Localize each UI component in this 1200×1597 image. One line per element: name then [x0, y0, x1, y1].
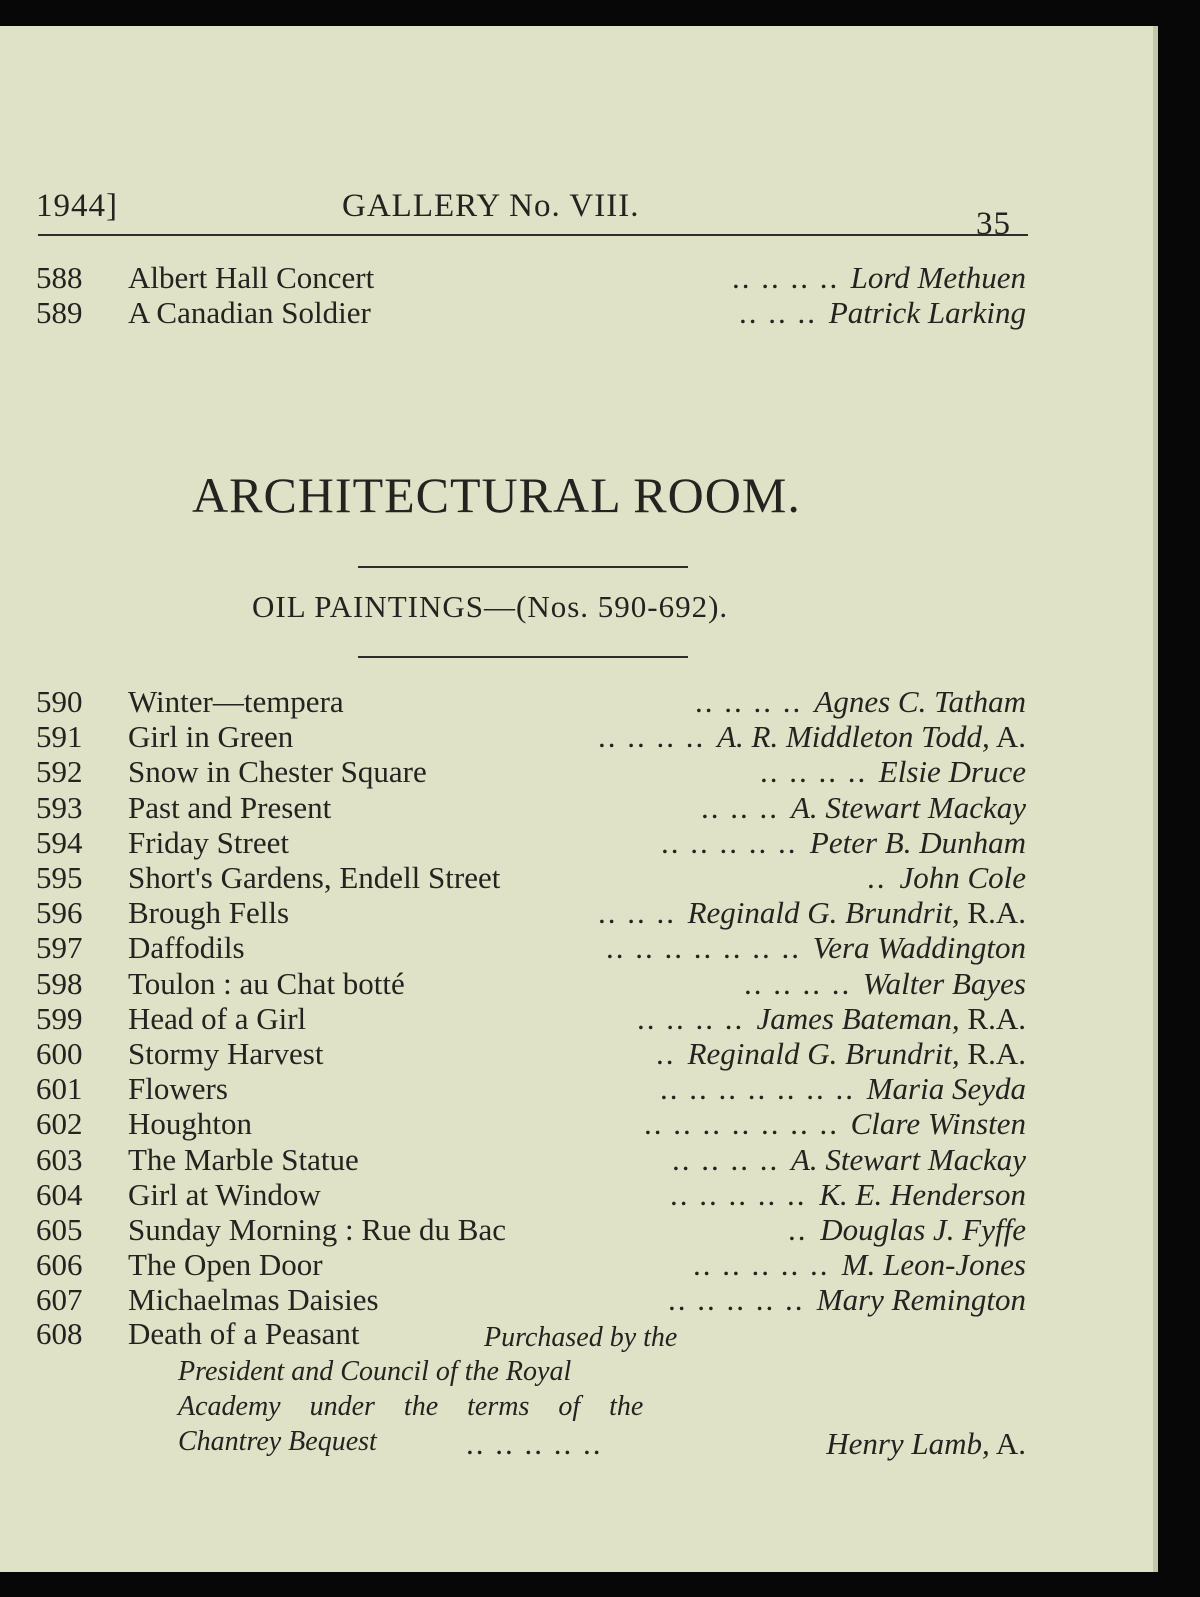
entry-598 [36, 966, 1026, 1002]
purchase-note-line: Academy under the terms of the [178, 1391, 644, 1422]
entry-number: 590 [36, 684, 83, 719]
entry-title: Past and Present [128, 789, 332, 825]
entry-title: Friday Street [128, 824, 289, 860]
entry-591 [36, 719, 1026, 755]
entry-artist: M. Leon-Jones [841, 1247, 1026, 1283]
leader-dots: .. .. .. .. .. [668, 1282, 805, 1318]
entry-number: 598 [36, 965, 83, 1001]
entry-title: Albert Hall Concert [128, 260, 375, 295]
entry-602 [36, 1106, 1026, 1142]
header-gallery: GALLERY No. VIII. [342, 188, 640, 224]
entry-artist: Agnes C. Tatham [814, 684, 1026, 719]
entry-artist: Reginald G. Brundrit, R.A. [687, 895, 1026, 931]
entry-605 [36, 1212, 1026, 1248]
entry-number: 599 [36, 1000, 83, 1036]
leader-dots: .. .. .. [739, 295, 817, 330]
leader-dots: .. .. .. .. .. [670, 1176, 807, 1212]
entry-number: 606 [36, 1247, 83, 1283]
entry-596 [36, 895, 1026, 931]
leader-dots: .. .. .. [701, 789, 779, 825]
entry-artist: Patrick Larking [828, 295, 1026, 330]
entry-title: The Open Door [128, 1247, 323, 1283]
entry-title: Girl in Green [128, 719, 294, 755]
purchase-note-line: Purchased by the [484, 1322, 678, 1353]
entry-589 [36, 295, 1026, 331]
leader-dots: .. [656, 1036, 676, 1071]
entry-number: 607 [36, 1282, 83, 1318]
entry-artist: Peter B. Dunham [809, 824, 1026, 860]
entry-595 [36, 860, 1026, 896]
entry-number: 594 [36, 824, 83, 860]
entry-606 [36, 1247, 1026, 1283]
entry-number: 595 [36, 860, 83, 895]
leader-dots: .. .. .. .. [760, 754, 868, 790]
entry-artist: Clare Winsten [850, 1106, 1026, 1142]
entry-number: 602 [36, 1106, 83, 1142]
purchase-note-line: Chantrey Bequest [178, 1426, 377, 1457]
entry-title: Sunday Morning : Rue du Bac [128, 1212, 506, 1247]
leader-dots: .. .. .. .. [637, 1000, 745, 1036]
entry-artist: Mary Remington [816, 1282, 1026, 1318]
entry-title: Winter—tempera [128, 684, 344, 719]
entry-number: 589 [36, 295, 83, 330]
entry-title: Death of a Peasant [128, 1316, 360, 1351]
entry-artist: A. Stewart Mackay [790, 1141, 1026, 1177]
leader-dots: .. .. .. .. .. [693, 1247, 830, 1283]
entry-title: Stormy Harvest [128, 1036, 324, 1071]
entry-title: Girl at Window [128, 1176, 321, 1212]
entry-592 [36, 754, 1026, 790]
entry-title: A Canadian Soldier [128, 295, 371, 330]
entry-title: Brough Fells [128, 895, 290, 931]
entry-title: Daffodils [128, 930, 245, 966]
entry-artist: Douglas J. Fyffe [820, 1212, 1026, 1247]
entry-608-attribution [36, 1426, 1026, 1462]
purchase-note-line: President and Council of the Royal [178, 1356, 572, 1387]
divider-rule [358, 566, 688, 568]
entry-artist: Walter Bayes [862, 965, 1026, 1001]
leader-dots: .. .. .. .. [672, 1141, 780, 1177]
leader-dots: .. [867, 860, 887, 895]
entry-number: 593 [36, 789, 83, 825]
entry-title: Houghton [128, 1106, 252, 1142]
entry-artist: A. Stewart Mackay [790, 789, 1026, 825]
leader-dots: .. .. .. .. .. [661, 824, 798, 860]
leader-dots: .. .. .. .. .. .. .. [644, 1106, 839, 1142]
entry-title: Flowers [128, 1071, 228, 1107]
leader-dots: .. .. .. .. .. .. .. [606, 930, 801, 966]
entry-number: 592 [36, 754, 83, 790]
entry-artist: James Bateman, R.A. [756, 1000, 1026, 1036]
leader-dots: .. .. .. .. .. [466, 1426, 603, 1461]
entry-607 [36, 1282, 1026, 1318]
entry-600 [36, 1036, 1026, 1072]
entry-title: Head of a Girl [128, 1000, 307, 1036]
room-title: ARCHITECTURAL ROOM. [192, 467, 801, 523]
entry-number: 597 [36, 930, 83, 966]
entry-title: The Marble Statue [128, 1141, 359, 1177]
entry-artist: Lord Methuen [850, 260, 1026, 295]
entry-title: Michaelmas Daisies [128, 1282, 379, 1318]
entry-title: Toulon : au Chat botté [128, 965, 405, 1001]
entry-number: 608 [36, 1316, 83, 1351]
entry-588 [36, 260, 1026, 296]
entry-number: 596 [36, 895, 83, 931]
entry-artist: Maria Seyda [866, 1071, 1026, 1107]
leader-dots: .. .. .. .. [744, 965, 852, 1001]
header-year: 1944] [36, 188, 118, 224]
entry-599 [36, 1001, 1026, 1037]
entry-594 [36, 825, 1026, 861]
entry-number: 588 [36, 260, 83, 295]
leader-dots: .. .. .. .. [695, 684, 803, 719]
page-number: 35 [976, 206, 1011, 242]
entry-title: Short's Gardens, Endell Street [128, 860, 501, 895]
entry-number: 604 [36, 1176, 83, 1212]
entry-601 [36, 1071, 1026, 1107]
entry-604 [36, 1177, 1026, 1213]
entry-artist: K. E. Henderson [819, 1176, 1026, 1212]
entry-number: 591 [36, 719, 83, 755]
leader-dots: .. .. .. .. [732, 260, 840, 295]
leader-dots: .. .. .. .. .. .. .. [660, 1071, 855, 1107]
header-rule [38, 234, 1028, 236]
entry-title: Snow in Chester Square [128, 754, 427, 790]
section-title: OIL PAINTINGS—(Nos. 590-692). [252, 589, 729, 624]
entry-603 [36, 1142, 1026, 1178]
entry-number: 603 [36, 1141, 83, 1177]
entry-number: 601 [36, 1071, 83, 1107]
entry-artist: A. R. Middleton Todd, A. [717, 719, 1026, 755]
entry-number: 600 [36, 1036, 83, 1071]
entry-number: 605 [36, 1212, 83, 1247]
divider-rule [358, 656, 688, 658]
entry-artist: John Cole [899, 860, 1026, 895]
entry-artist: Reginald G. Brundrit, R.A. [687, 1036, 1026, 1071]
entry-597 [36, 930, 1026, 966]
leader-dots: .. .. .. .. [598, 719, 706, 755]
entry-artist: Henry Lamb, A. [826, 1426, 1026, 1461]
catalogue-page [0, 26, 1158, 1572]
entry-590 [36, 684, 1026, 720]
entry-593 [36, 790, 1026, 826]
entry-artist: Vera Waddington [812, 930, 1026, 966]
leader-dots: .. .. .. [598, 895, 676, 931]
entry-artist: Elsie Druce [878, 754, 1026, 790]
leader-dots: .. [788, 1212, 808, 1247]
